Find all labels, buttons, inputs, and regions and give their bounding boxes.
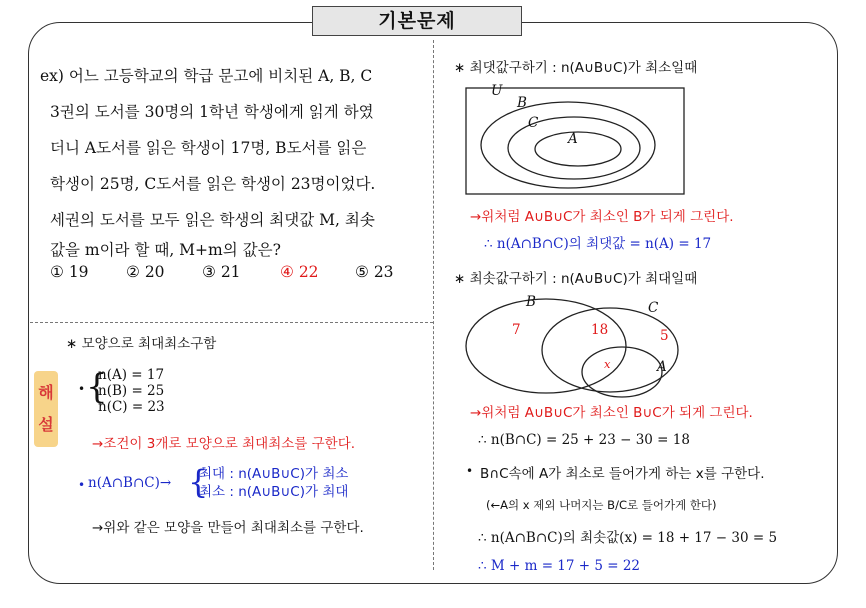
- choice-2: ② 20: [126, 263, 165, 281]
- venn2-label-c: C: [648, 300, 659, 316]
- problem-line-2: 3권의 도서를 30명의 1학년 학생에게 읽게 하였: [50, 103, 374, 121]
- choice-1: ① 19: [50, 263, 89, 281]
- formula-left: n(A∩B∩C)→: [88, 475, 172, 491]
- choice-4-answer: ④ 22: [280, 263, 319, 281]
- x-note: B∩C속에 A가 최소로 들어가게 하는 x를 구한다.: [480, 466, 765, 482]
- venn2-region-5: 5: [660, 328, 669, 344]
- max-heading: ∗ 최댓값구하기 : n(A∪B∪C)가 최소일때: [454, 60, 698, 76]
- venn1-label-c: C: [528, 115, 539, 131]
- solution-heading: ∗ 모양으로 최대최소구함: [66, 336, 217, 352]
- venn2-region-7: 7: [512, 322, 521, 338]
- venn2-region-x: x: [604, 357, 611, 371]
- venn1-set-a: [535, 132, 621, 166]
- set-b: n(B) = 25: [98, 383, 165, 399]
- set-a: n(A) = 17: [98, 367, 165, 383]
- bullet-1: •: [78, 382, 86, 396]
- set-c: n(C) = 23: [98, 399, 165, 415]
- problem-line-3: 더니 A도서를 읽은 학생이 17명, B도서를 읽은: [50, 139, 367, 157]
- venn2-label-b: B: [526, 294, 536, 310]
- page-title: 기본문제: [312, 6, 522, 36]
- x-sub-note: (←A의 x 제외 나머지는 B/C로 들어가게 한다): [486, 498, 717, 512]
- badge-char-top: 해: [38, 383, 54, 402]
- min-note: →위처럼 A∪B∪C가 최소인 B∪C가 되게 그린다.: [470, 405, 753, 421]
- venn1-label-a: A: [568, 131, 578, 147]
- problem-line-1: ex) 어느 고등학교의 학급 문고에 비치된 A, B, C: [40, 67, 373, 85]
- set-brace: {: [86, 367, 108, 407]
- formula-min: 최소 : n(A∪B∪C)가 최대: [199, 484, 349, 500]
- venn2-set-b: [466, 299, 626, 393]
- bullet-3: •: [466, 464, 474, 478]
- max-note: →위처럼 A∪B∪C가 최소인 B가 되게 그린다.: [470, 209, 734, 225]
- note-shape: →위와 같은 모양을 만들어 최대최소를 구한다.: [92, 520, 364, 536]
- max-result: ∴ n(A∩B∩C)의 최댓값 = n(A) = 17: [484, 236, 712, 252]
- venn2-set-c: [542, 308, 678, 392]
- badge-char-bottom: 설: [38, 415, 54, 434]
- venn2-region-18: 18: [591, 322, 609, 338]
- formula-max: 최대 : n(A∪B∪C)가 최소: [199, 466, 349, 482]
- venn1-label-b: B: [517, 95, 527, 111]
- problem-line-5: 세권의 도서를 모두 읽은 학생의 최댓값 M, 최솟: [50, 211, 375, 229]
- problem-line-4: 학생이 25명, C도서를 읽은 학생이 23명이었다.: [50, 175, 376, 193]
- venn2-set-a: [582, 347, 662, 397]
- bc-result: ∴ n(B∩C) = 25 + 23 − 30 = 18: [478, 432, 690, 448]
- min-result: ∴ n(A∩B∩C)의 최솟값(x) = 18 + 17 − 30 = 5: [478, 530, 778, 546]
- choice-3: ③ 21: [202, 263, 241, 281]
- final-result: ∴ M + m = 17 + 5 = 22: [478, 558, 641, 574]
- bullet-2: •: [78, 478, 86, 492]
- choice-5: ⑤ 23: [355, 263, 394, 281]
- note-condition: →조건이 3개로 모양으로 최대최소를 구한다.: [92, 436, 356, 452]
- venn2-label-a: A: [657, 359, 667, 375]
- min-heading: ∗ 최솟값구하기 : n(A∪B∪C)가 최대일때: [454, 271, 698, 287]
- formula-brace: {: [188, 463, 209, 501]
- venn1-label-u: U: [491, 83, 503, 99]
- problem-line-6: 값을 m이라 할 때, M+m의 값은?: [50, 241, 281, 259]
